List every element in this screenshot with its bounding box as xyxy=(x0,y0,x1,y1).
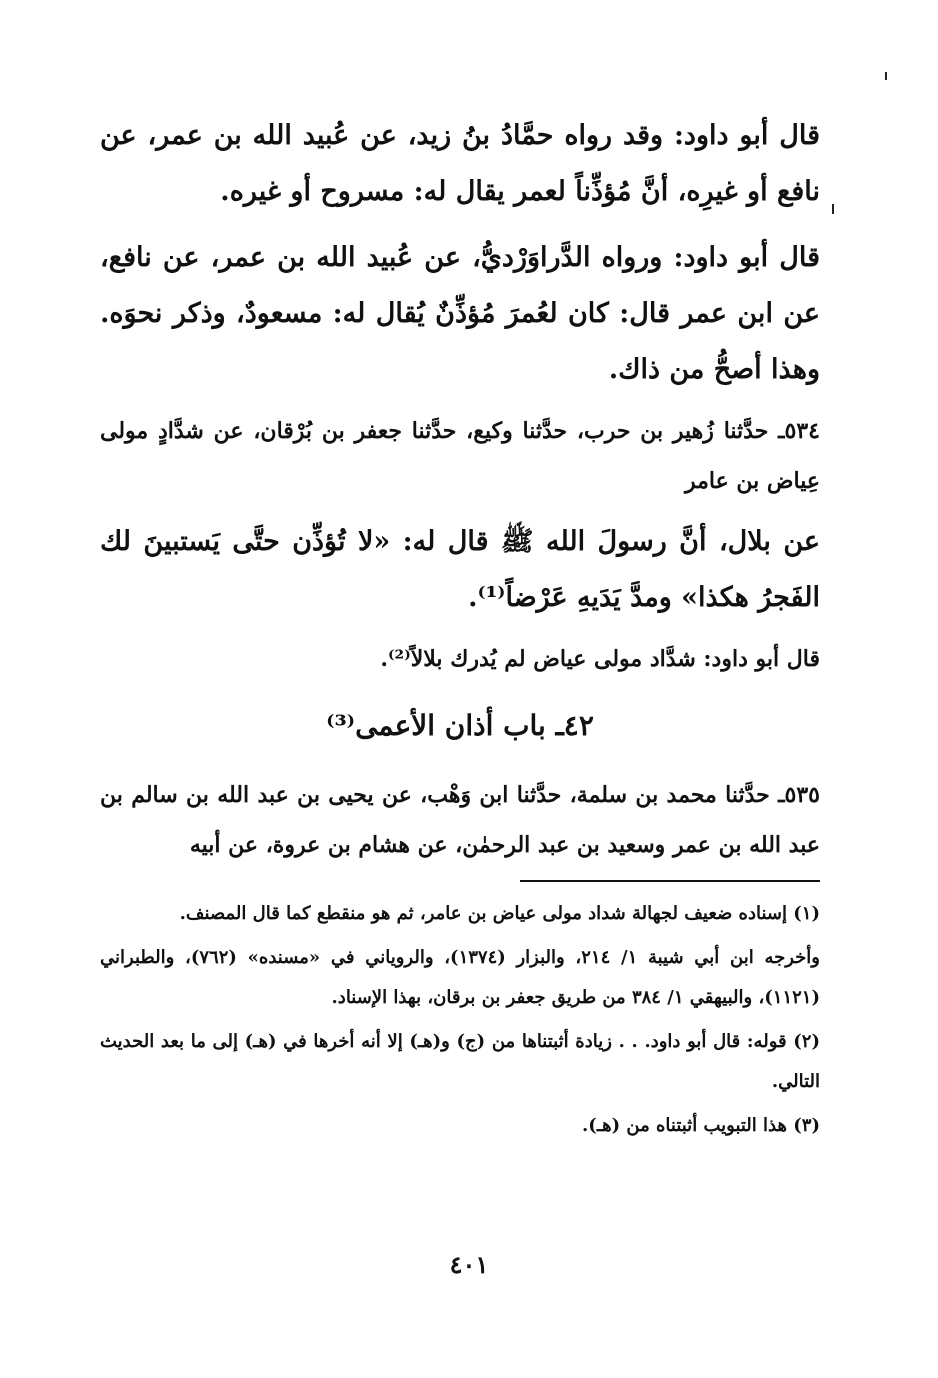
hadith-534-matn: عن بلال، أنَّ رسولَ الله ﷺ قال له: «لا تُؤذِّن حتَّى يَستبينَ لك الفَجرُ هكذا» ومدَّ يَدَيهِ عَرْضاً⁽¹⁾. xyxy=(100,526,820,613)
scan-mark-margin xyxy=(832,204,834,214)
hadith-534-isnad: ٥٣٤ـ حدَّثنا زُهير بن حرب، حدَّثنا وكيع، حدَّثنا جعفر بن بُرْقان، عن شدَّادٍ مولى عِياض بن عامر xyxy=(100,418,820,494)
footnote-2: (٢) قوله: قال أبو داود. . . زيادة أثبتناها من (ج) و(هـ) إلا أنه أخرها في (هـ) إلى ما بعد الحديث التالي. xyxy=(100,1031,820,1092)
paragraph-abu-dawud-hammad: قال أبو داود: وقد رواه حمَّادُ بنُ زيد، عن عُبيد الله بن عمر، عن نافع أو غيرِه، أنَّ مُؤذِّناً لعمر يقال له: مسروح أو غيره. xyxy=(100,120,820,207)
footnotes xyxy=(100,894,820,1146)
page-number: ٤٠١ xyxy=(449,1250,489,1279)
footnote-divider xyxy=(520,880,820,882)
footnote-1: (١) إسناده ضعيف لجهالة شداد مولى عياض بن عامر، ثم هو منقطع كما قال المصنف. xyxy=(179,903,820,924)
paragraph-abu-dawud-darawardi: قال أبو داود: ورواه الدَّراوَرْديُّ، عن عُبيد الله بن عمر، عن نافع، عن ابن عمر قال: كان لعُمرَ مُؤذِّنٌ يُقال له: مسعودٌ، وذكر نحوَه. وهذا أصحُّ من ذاك. xyxy=(100,242,820,385)
page-body xyxy=(100,108,820,1150)
chapter-heading: ٤٢ـ باب أذان الأعمى⁽³⁾ xyxy=(326,709,594,742)
hadith-535-isnad: ٥٣٥ـ حدَّثنا محمد بن سلمة، حدَّثنا ابن وَهْب، عن يحيى بن عبد الله بن سالم بن عبد الله بن عمر وسعيد بن عبد الرحمٰن، عن هشام بن عروة، عن أبيه xyxy=(100,782,820,858)
paragraph-abu-dawud-shaddad: قال أبو داود: شدَّاد مولى عياض لم يُدرك بلالاً⁽²⁾. xyxy=(380,646,820,672)
footnote-1-takhrij: وأخرجه ابن أبي شيبة ١/ ٢١٤، والبزار (١٣٧٤)، والروياني في «مسنده» (٧٦٢)، والطبراني (١١٢١)، والبيهقي ١/ ٣٨٤ من طريق جعفر بن برقان، بهذا الإسناد. xyxy=(100,947,821,1008)
scan-mark-top xyxy=(885,72,887,80)
footnote-3: (٣) هذا التبويب أثبتناه من (هـ). xyxy=(582,1115,820,1136)
